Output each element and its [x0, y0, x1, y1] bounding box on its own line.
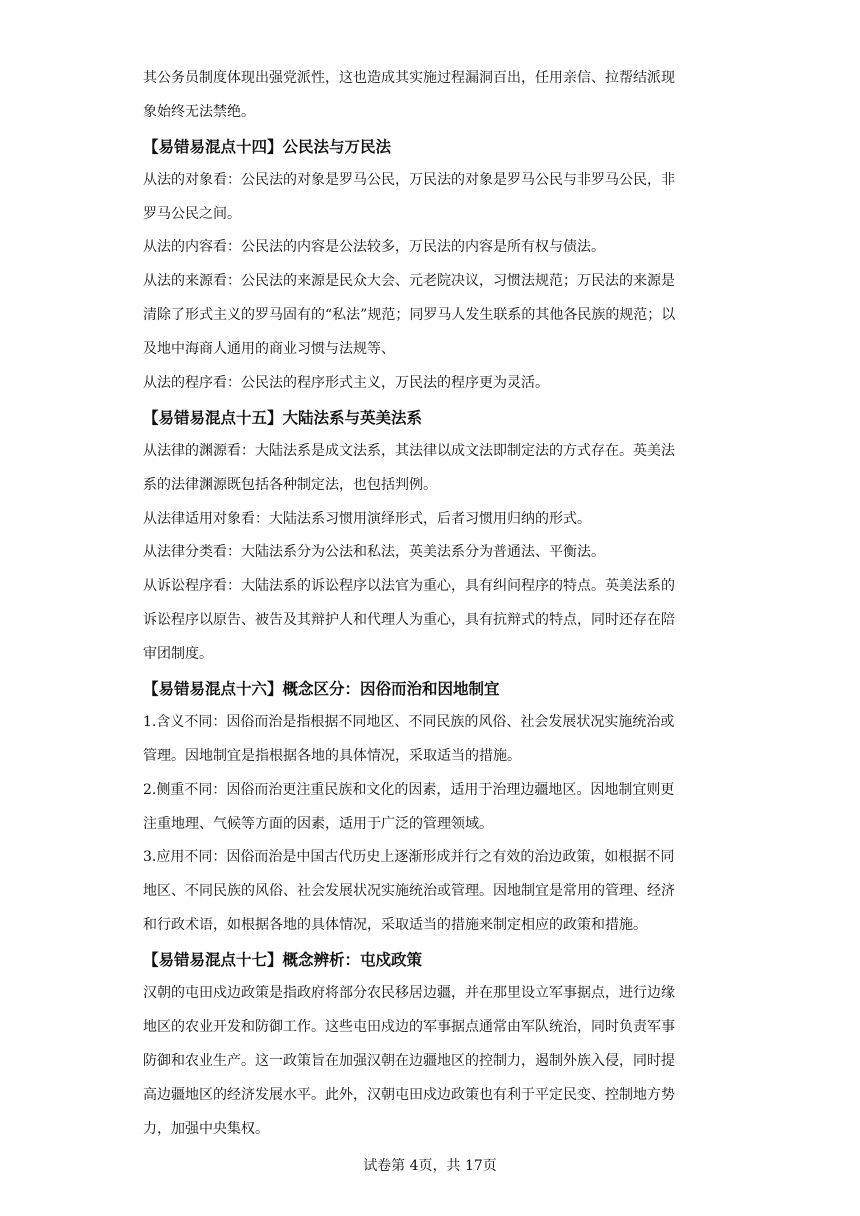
- text-line: 2.侧重不同：因俗而治更注重民族和文化的因素，适用于治理边疆地区。因地制宜则更: [143, 781, 675, 798]
- text-line: 象始终无法禁绝。: [143, 103, 255, 120]
- text-line: 从法的内容看：公民法的内容是公法较多，万民法的内容是所有权与债法。: [143, 239, 605, 256]
- text-line: 从法的程序看：公民法的程序形式主义，万民法的程序更为灵活。: [143, 375, 549, 392]
- section-heading: 【易错易混点十四】公民法与万民法: [143, 136, 392, 156]
- text-line: 汉朝的屯田戍边政策是指政府将部分农民移居边疆，并在那里设立军事据点，进行边缘: [143, 985, 675, 1002]
- text-line: 地区的农业开发和防御工作。这些屯田戍边的军事据点通常由军队统治，同时负责军事: [143, 1018, 675, 1035]
- text-line: 审团制度。: [143, 646, 213, 663]
- text-line: 及地中海商人通用的商业习惯与法规等、: [143, 341, 395, 358]
- text-line: 诉讼程序以原告、被告及其辩护人和代理人为重心，具有抗辩式的特点，同时还存在陪: [143, 612, 675, 629]
- text-line: 1.含义不同：因俗而治是指根据不同地区、不同民族的风俗、社会发展状况实施统治或: [143, 713, 675, 730]
- text-line: 管理。因地制宜是指根据各地的具体情况，采取适当的措施。: [143, 747, 521, 764]
- text-line: 从法律适用对象看：大陆法系习惯用演绎形式，后者习惯用归纳的形式。: [143, 510, 591, 527]
- section-heading: 【易错易混点十五】大陆法系与英美法系: [143, 407, 423, 427]
- text-line: 从法律分类看：大陆法系分为公法和私法，英美法系分为普通法、平衡法。: [143, 544, 605, 561]
- text-line: 清除了形式主义的罗马固有的“私法”规范；同罗马人发生联系的其他各民族的规范；以: [143, 307, 676, 324]
- text-line: 3.应用不同：因俗而治是中国古代历史上逐渐形成并行之有效的治边政策，如根据不同: [143, 849, 675, 866]
- text-line: 地区、不同民族的风俗、社会发展状况实施统治或管理。因地制宜是常用的管理、经济: [143, 883, 675, 900]
- text-line: 罗马公民之间。: [143, 205, 241, 222]
- text-line: 和行政术语，如根据各地的具体情况，采取适当的措施来制定相应的政策和措施。: [143, 917, 647, 934]
- section-heading: 【易错易混点十七】概念辨析：屯戍政策: [143, 950, 423, 970]
- text-line: 从法的对象看：公民法的对象是罗马公民，万民法的对象是罗马公民与非罗马公民，非: [143, 171, 675, 188]
- text-line: 从诉讼程序看：大陆法系的诉讼程序以法官为重心，具有纠问程序的特点。英美法系的: [143, 578, 675, 595]
- text-line: 从法律的渊源看：大陆法系是成文法系，其法律以成文法即制定法的方式存在。英美法: [143, 442, 675, 459]
- text-line: 力，加强中央集权。: [143, 1120, 269, 1137]
- text-line: 系的法律渊源既包括各种制定法，也包括判例。: [143, 476, 437, 493]
- text-line: 防御和农业生产。这一政策旨在加强汉朝在边疆地区的控制力，遏制外族入侵，同时提: [143, 1052, 675, 1069]
- text-line: 其公务员制度体现出强党派性，这也造成其实施过程漏洞百出，任用亲信、拉帮结派现: [143, 70, 675, 86]
- document-body: [143, 62, 718, 1147]
- text-line: 从法的来源看：公民法的来源是民众大会、元老院决议，习惯法规范；万民法的来源是: [143, 273, 675, 290]
- page-footer: 试卷第 4页，共 17页: [363, 1158, 497, 1174]
- text-line: 高边疆地区的经济发展水平。此外，汉朝屯田戍边政策也有利于平定民变、控制地方势: [143, 1086, 675, 1103]
- section-heading: 【易错易混点十六】概念区分：因俗而治和因地制宜: [143, 679, 500, 699]
- text-line: 注重地理、气候等方面的因素，适用于广泛的管理领域。: [143, 815, 493, 832]
